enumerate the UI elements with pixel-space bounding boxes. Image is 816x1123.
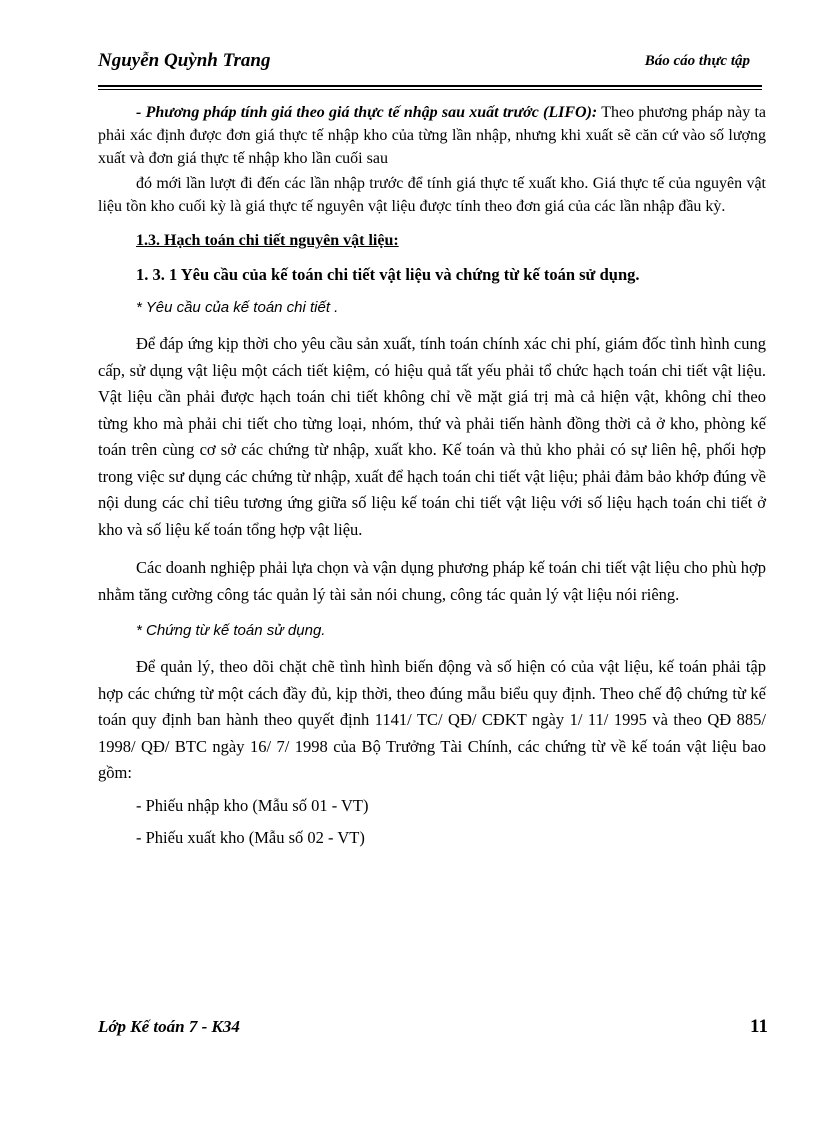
lifo-label: - Phương pháp tính giá theo giá thực tế nhập sau xuất trước (LIFO):	[136, 104, 598, 121]
page-number: 11	[750, 1016, 768, 1037]
documents-subheading: * Chứng từ kế toán sử dụng.	[136, 622, 326, 639]
lifo-paragraph	[98, 101, 766, 170]
lifo-continuation: đó mới lần lượt đi đến các lần nhập trước để tính giá thực tế xuất kho. Giá thực tế của nguyên vật liệu tồn kho cuối kỳ là giá thực tế nguyên vật liệu được tính theo đơn giá của các lần nhập đầu kỳ.	[98, 175, 766, 215]
requirement-paragraph: Để đáp ứng kịp thời cho yêu cầu sản xuất, tính toán chính xác chi phí, giám đốc tình hình cung cấp, sử dụng vật liệu một cách tiết kiệm, có hiệu quả tất yếu phải tổ chức hạch toán chi tiết vật liệu. Vật liệu cần phải được hạch toán chi tiết không chỉ về mặt giá trị mà cả hiện vật, không chỉ theo từng kho mà phải chi tiết cho từng loại, nhóm, thứ và phải tiến hành đồng thời cả ở kho, phòng kế toán trên cùng cơ sở các chứng từ nhập, xuất kho. Kế toán và thủ kho phải có sự liên hệ, phối hợp trong việc sư dụng các chứng từ nhập, xuất để hạch toán chi tiết vật liệu; phải đảm bảo khớp đúng về nội dung các chỉ tiêu tương ứng giữa số liệu kế toán chi tiết vật liệu với số liệu hạch toán chi tiết ở kho và số liệu kế toán tổng hợp vật liệu.	[98, 334, 766, 539]
header-author: Nguyễn Quỳnh Trang	[98, 50, 271, 71]
documents-paragraph: Để quản lý, theo dõi chặt chẽ tình hình biến động và số hiện có của vật liệu, kế toán phải tập hợp các chứng từ một cách đầy đủ, kịp thời, theo đúng mẫu biểu quy định. Theo chế độ chứng từ kế toán quy định ban hành theo quyết định 1141/ TC/ QĐ/ CĐKT ngày 1/ 11/ 1995 và theo QĐ 885/ 1998/ QĐ/ BTC ngày 16/ 7/ 1998 của Bộ Trưởng Tài Chính, các chứng từ về kế toán vật liệu bao gồm:	[98, 657, 766, 782]
requirement-subheading: * Yêu cầu của kế toán chi tiết .	[136, 299, 339, 316]
page-content	[98, 101, 766, 852]
section-heading-1-3-1: 1. 3. 1 Yêu cầu của kế toán chi tiết vật liệu và chứng từ kế toán sử dụng.	[136, 265, 640, 284]
header-report-title: Báo cáo thực tập	[644, 53, 750, 69]
footer-class: Lớp Kế toán 7 - K34	[98, 1017, 240, 1036]
lifo-text: Theo phương pháp này ta phải xác định được đơn giá thực tế nhập kho của từng lần nhập, nhưng khi xuất sẽ căn cứ vào số lượng xuất và đơn giá thực tế nhập kho lần cuối sau	[98, 104, 766, 167]
list-item: - Phiếu nhập kho (Mẫu số 01 - VT)	[136, 795, 369, 815]
method-choice-paragraph: Các doanh nghiệp phải lựa chọn và vận dụng phương pháp kế toán chi tiết vật liệu cho phù hợp nhằm tăng cường công tác quản lý tài sản nói chung, công tác quản lý vật liệu nói riêng.	[98, 558, 766, 604]
section-heading-1-3: 1.3. Hạch toán chi tiết nguyên vật liệu:	[136, 232, 399, 249]
header-rule-thick	[98, 85, 762, 87]
list-item: - Phiếu xuất kho (Mẫu số 02 - VT)	[136, 828, 365, 847]
header-rule-thin	[98, 89, 762, 90]
